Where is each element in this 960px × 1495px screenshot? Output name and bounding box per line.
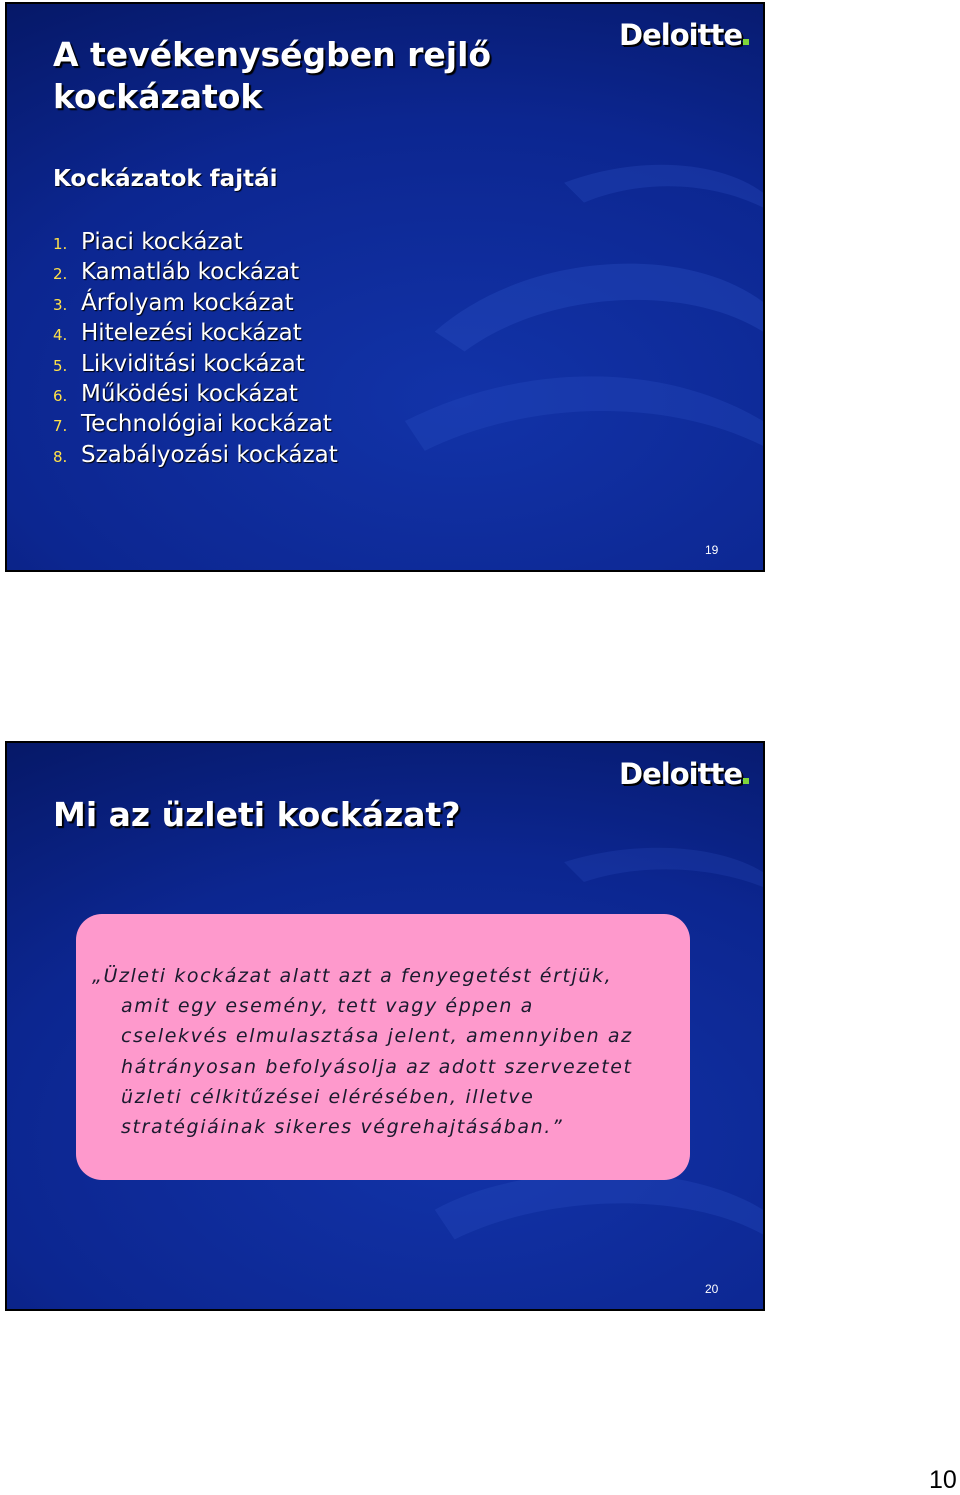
list-item xyxy=(53,440,338,470)
list-item xyxy=(53,349,338,379)
list-item xyxy=(53,379,338,409)
logo-green-dot xyxy=(743,39,749,45)
list-item xyxy=(53,227,338,257)
slide-page-number: 20 xyxy=(705,1282,719,1296)
slide-page-number: 19 xyxy=(705,543,719,557)
list-item-label: Árfolyam kockázat xyxy=(81,289,294,316)
definition-quote xyxy=(92,961,682,1142)
list-item-number: 8. xyxy=(53,447,68,466)
list-item-number: 6. xyxy=(53,386,68,405)
list-item-label: Likviditási kockázat xyxy=(81,350,305,377)
quote-line: üzleti célkitűzései elérésében, illetve xyxy=(121,1085,535,1108)
deloitte-logo xyxy=(619,18,749,52)
quote-line: „Üzleti kockázat alatt azt a fenyegetést értjük, xyxy=(92,965,613,987)
logo-text: Deloitte xyxy=(619,757,742,791)
definition-quote-box xyxy=(76,914,690,1180)
list-item-number: 1. xyxy=(53,235,68,253)
quote-line: hátrányosan befolyásolja az adott szervezetet xyxy=(121,1055,633,1078)
list-item xyxy=(53,409,338,439)
list-item-label: Kamatláb kockázat xyxy=(81,259,300,286)
list-item-number: 4. xyxy=(53,326,68,345)
risk-types-list xyxy=(53,227,338,470)
logo-green-dot xyxy=(743,778,749,784)
quote-line: amit egy esemény, tett vagy éppen a xyxy=(121,995,534,1018)
list-item-label: Piaci kockázat xyxy=(81,229,243,255)
list-item-number: 3. xyxy=(53,295,68,314)
slide-19 xyxy=(5,2,765,572)
slide-title: Mi az üzleti kockázat? xyxy=(53,795,461,834)
slide-title: A tevékenységben rejlő kockázatok xyxy=(53,35,492,116)
deloitte-logo xyxy=(619,757,749,791)
slide-20 xyxy=(5,741,765,1311)
logo-text: Deloitte xyxy=(619,18,742,52)
slide-subtitle: Kockázatok fajtái xyxy=(53,166,278,192)
list-item-number: 7. xyxy=(53,417,68,436)
list-item-number: 2. xyxy=(53,265,68,284)
list-item-label: Működési kockázat xyxy=(81,380,298,407)
list-item-label: Hitelezési kockázat xyxy=(81,320,302,347)
list-item xyxy=(53,288,338,318)
quote-line: stratégiáinak sikeres végrehajtásában.” xyxy=(121,1116,564,1139)
list-item-label: Szabályozási kockázat xyxy=(81,441,338,468)
list-item-label: Technológiai kockázat xyxy=(81,411,332,438)
list-item xyxy=(53,318,338,348)
list-item xyxy=(53,257,338,287)
list-item-number: 5. xyxy=(53,356,68,375)
document-page-number: 10 xyxy=(929,1466,957,1494)
quote-line: cselekvés elmulasztása jelent, amennyiben az xyxy=(121,1025,633,1048)
